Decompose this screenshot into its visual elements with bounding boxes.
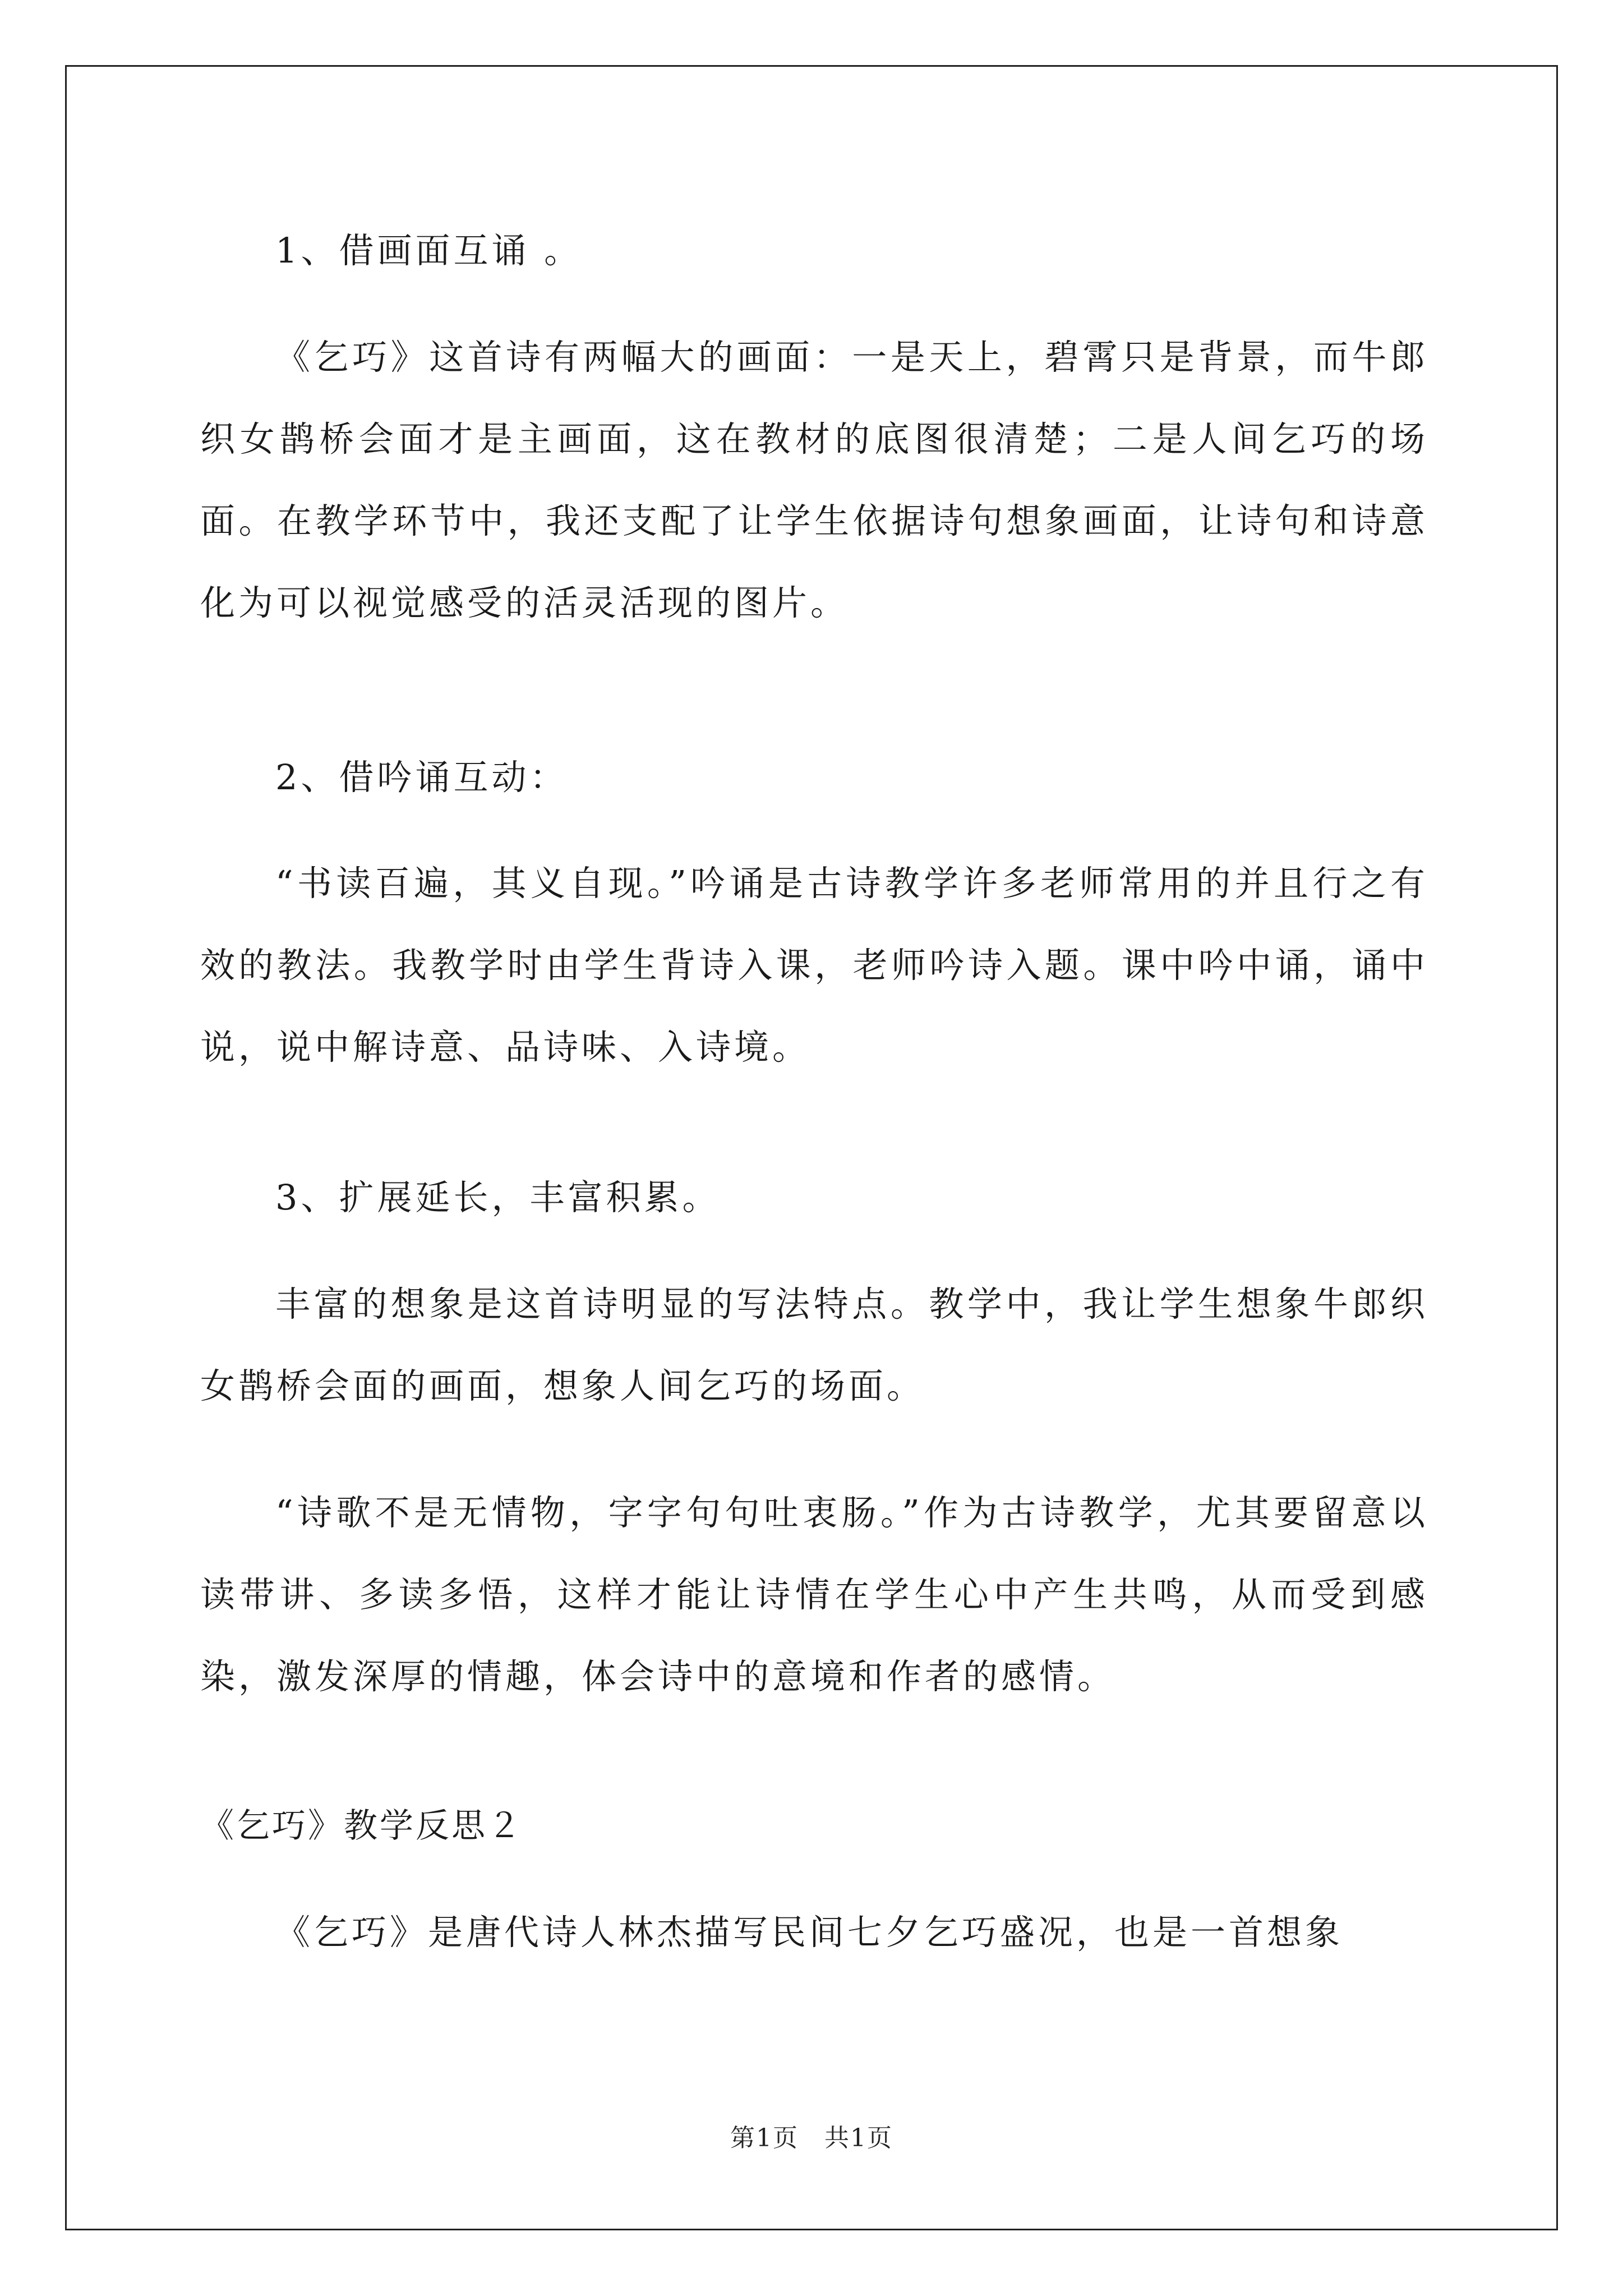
page-number-footer: 第1页 共1页 xyxy=(730,2124,893,2152)
paragraph-2: 《乞巧》这首诗有两幅大的画面：一是天上，碧霄只是背景，而牛郎织女鹊桥会面才是主画面，这在教材的底图很清楚；二是人间乞巧的场面。在教学环节中，我还支配了让学生依据诗句想象画面，让诗句和诗意化为可以视觉感受的活灵活现的图片。 xyxy=(200,337,1428,623)
paragraph-4: “书读百遍，其义自现。”吟诵是古诗教学许多老师常用的并且行之有效的教法。我教学时由学生背诗入课，老师吟诗入题。课中吟中诵，诵中说，说中解诗意、品诗味、入诗境。 xyxy=(200,863,1428,1068)
section-heading: 《乞巧》教学反思２ xyxy=(200,1806,523,1846)
paragraph-5: 3、扩展延长，丰富积累。 xyxy=(275,1177,721,1218)
paragraph-7: “诗歌不是无情物，字字句句吐衷肠。”作为古诗教学，尤其要留意以读带讲、多读多悟，这样才能让诗情在学生心中产生共鸣，从而受到感染，激发深厚的情趣，体会诗中的意境和作者的感情。 xyxy=(200,1492,1428,1697)
paragraph-3: 2、借吟诵互动： xyxy=(275,757,568,798)
paragraph-9: 《乞巧》是唐代诗人林杰描写民间七夕乞巧盛况，也是一首想象 xyxy=(275,1912,1344,1953)
paragraph-6: 丰富的想象是这首诗明显的写法特点。教学中，我让学生想象牛郎织女鹊桥会面的画面，想象人间乞巧的场面。 xyxy=(200,1283,1428,1406)
paragraph-1: 1、借画面互诵 。 xyxy=(275,230,583,271)
